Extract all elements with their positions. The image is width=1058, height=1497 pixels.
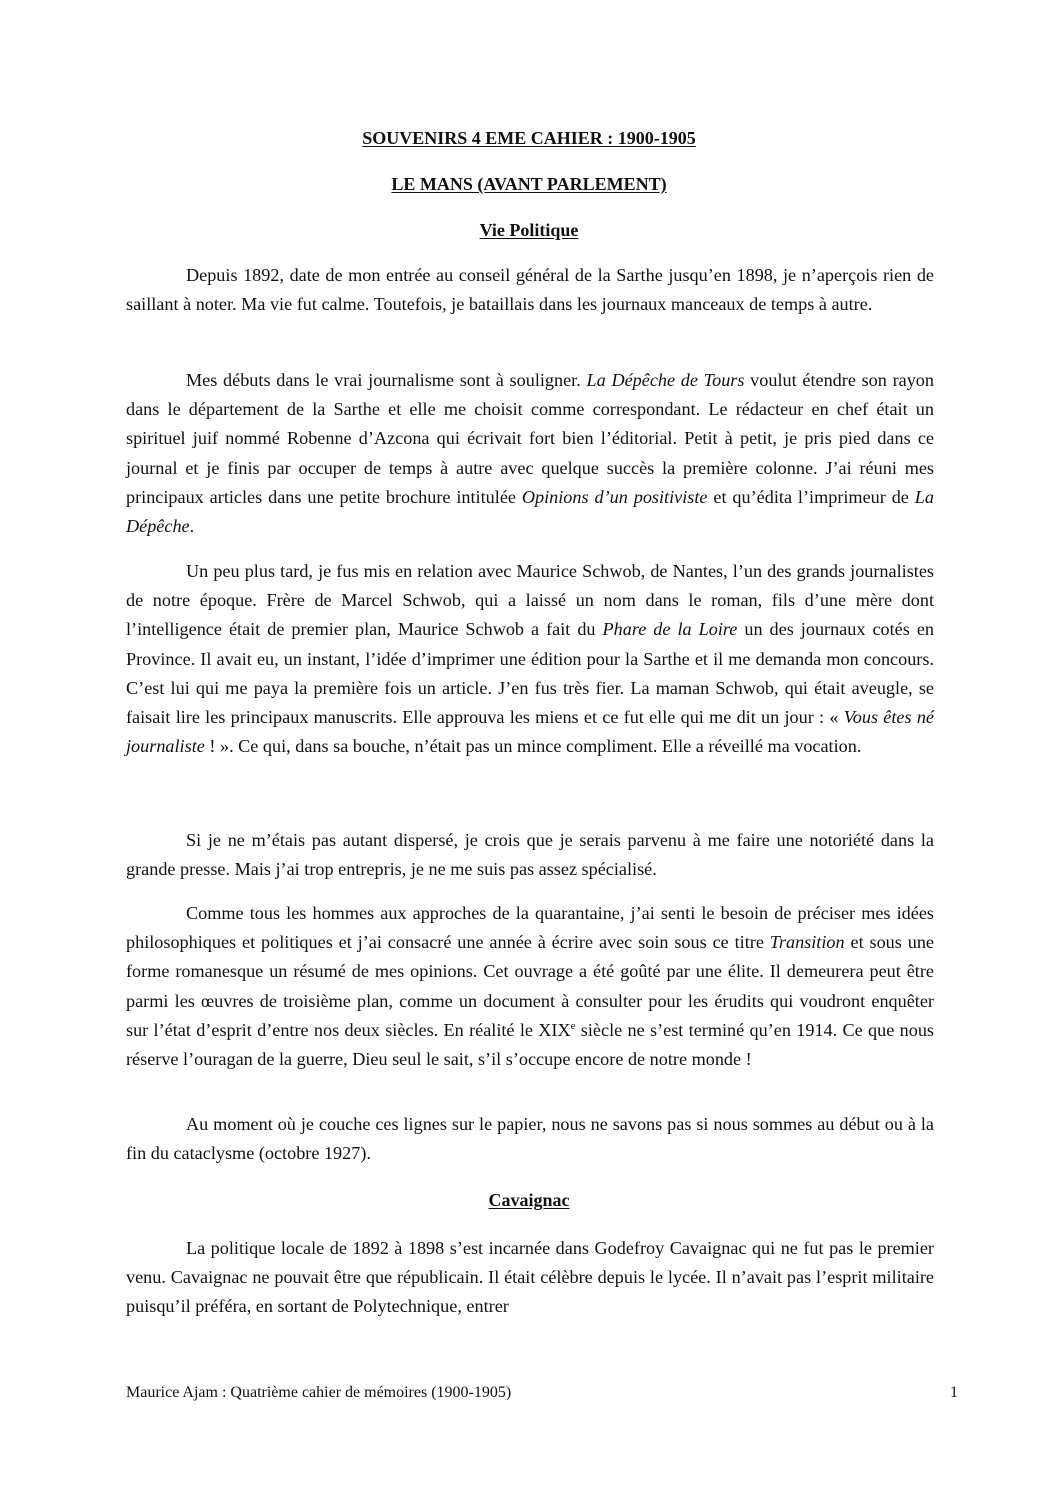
paragraph-text: voulut étendre son rayon dans le département de la Sarthe et elle me choisit comme correspondant. Le rédacteur en chef était un spirituel juif nommé Robenne d’Azcona qui écrivait fort bien l’éditorial. Petit à petit, je pris pied dans ce journal et je finis par occuper de temps à autre avec quelque succès la première colonne. J’ai réuni mes principaux articles dans une petite brochure intitulée: [126, 370, 934, 507]
paragraph-5: [126, 899, 934, 1074]
paragraph-4: [126, 826, 934, 884]
document-subtitle: LE MANS (AVANT PARLEMENT): [391, 174, 667, 194]
section-heading-vie-politique: Vie Politique: [479, 220, 579, 240]
paragraph-text: Mes débuts dans le vrai journalisme sont à souligner.: [186, 370, 587, 390]
paragraph-2: [126, 366, 934, 541]
paragraph-text: Comme tous les hommes aux approches de la quarantaine, j’ai senti le besoin de préciser mes idées philosophiques et politiques et j’ai consacré une année à écrire avec soin sous ce titre: [126, 903, 934, 953]
newspaper-title-italic: La Dépêche de Tours: [586, 370, 745, 390]
paragraph-text: Au moment où je couche ces lignes sur le papier, nous ne savons pas si nous sommes au début ou à la fin du cataclysme (octobre 1927).: [126, 1114, 934, 1164]
page-number: 1: [950, 1384, 958, 1401]
brochure-title-italic: Opinions d’un positiviste: [521, 486, 708, 507]
newspaper-title-italic: La Dépêche: [126, 486, 935, 537]
paragraph-1: [126, 261, 934, 319]
paragraph-text: un des journaux cotés en Province. Il avait eu, un instant, l’idée d’imprimer une édition pour la Sarthe et il me demanda mon concours. C’est lui qui me paya la première fois un article. J’en fus très fier. La maman Schwob, qui était aveugle, se faisait lire les principaux manuscrits. Elle approuva les miens et ce fut elle qui me dit un jour : «: [126, 619, 934, 728]
book-title-italic: Transition: [769, 932, 845, 953]
document-title: SOUVENIRS 4 EME CAHIER : 1900-1905: [362, 128, 696, 148]
paragraph-text: Depuis 1892, date de mon entrée au conseil général de la Sarthe jusqu’en 1898, je n’aperçois rien de saillant à noter. Ma vie fut calme. Toutefois, je bataillais dans les journaux manceaux de temps à autre.: [126, 265, 934, 315]
paragraph-text: siècle ne s’est terminé qu’en 1914. Ce que nous réserve l’ouragan de la guerre, Dieu seul le sait, s’il s’occupe encore de notre monde !: [126, 1019, 934, 1070]
paragraph-text: .: [189, 516, 195, 537]
superscript: e: [570, 1019, 576, 1032]
quote-italic: Vous êtes né journaliste: [126, 707, 934, 757]
paragraph-6: [126, 1110, 934, 1168]
paragraph-text: La politique locale de 1892 à 1898 s’est incarnée dans Godefroy Cavaignac qui ne fut pas le premier venu. Cavaignac ne pouvait être que républicain. Il était célèbre depuis le lycée. Il n’avait pas l’esprit militaire puisqu’il préféra, en sortant de Polytechnique, entrer: [126, 1238, 934, 1317]
section-heading-cavaignac: Cavaignac: [488, 1190, 570, 1210]
paragraph-text: Un peu plus tard, je fus mis en relation avec Maurice Schwob, de Nantes, l’un des grands journalistes de notre époque. Frère de Marcel Schwob, qui a laissé un nom dans le roman, fils d’une mère dont l’intelligence était de premier plan, Maurice Schwob a fait du: [126, 561, 934, 640]
paragraph-3: [126, 557, 934, 761]
paragraph-text: Si je ne m’étais pas autant dispersé, je crois que je serais parvenu à me faire une notoriété dans la grande presse. Mais j’ai trop entrepris, je ne me suis pas assez spécialisé.: [126, 830, 934, 880]
paragraph-text: et qu’édita l’imprimeur de: [707, 486, 915, 507]
newspaper-title-italic: Phare de la Loire: [602, 619, 738, 640]
page-footer-text: Maurice Ajam : Quatrième cahier de mémoires (1900-1905): [126, 1384, 512, 1401]
paragraph-text: ! ». Ce qui, dans sa bouche, n’était pas un mince compliment. Elle a réveillé ma vocation.: [204, 736, 862, 757]
paragraph-7: [126, 1234, 934, 1322]
paragraph-text: et sous une forme romanesque un résumé de mes opinions. Cet ouvrage a été goûté par une élite. Il demeurera peut être parmi les œuvres de troisième plan, comme un document à consulter pour les érudits qui voudront enquêter sur l’état d’esprit d’entre nos deux siècles. En réalité le XIX: [126, 932, 934, 1040]
